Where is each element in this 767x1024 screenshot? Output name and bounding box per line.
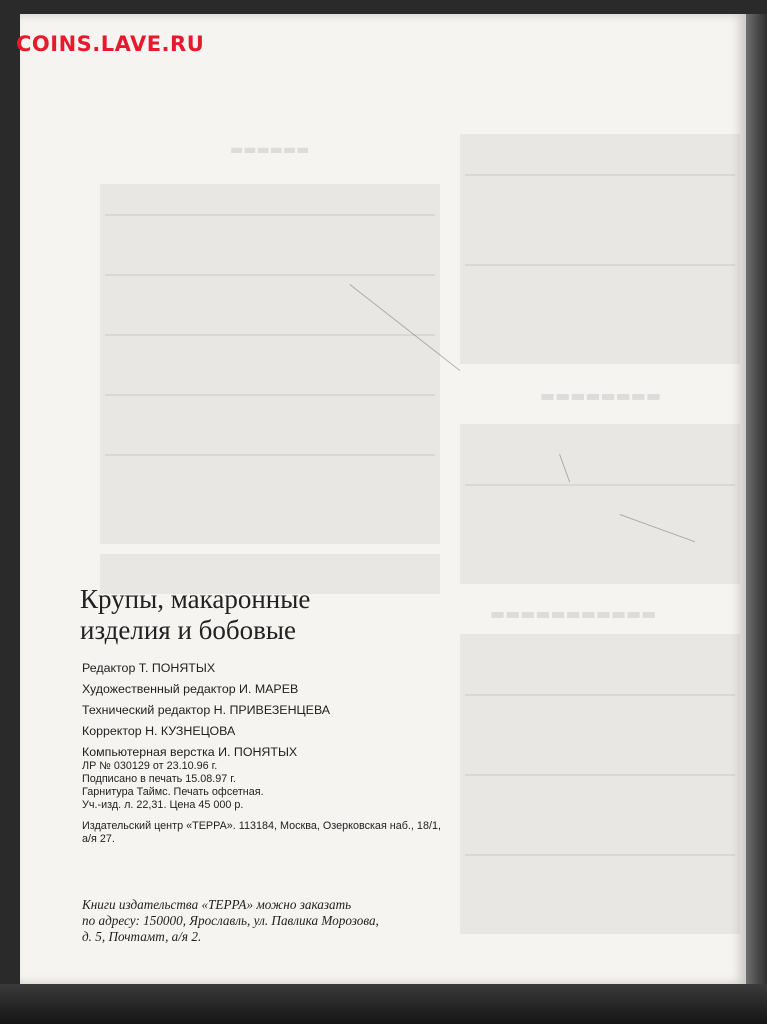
- note-line: д. 5, Почтамт, а/я 2.: [82, 929, 202, 944]
- show-through-heading: ▬▬▬▬▬▬▬▬▬▬▬: [490, 604, 657, 623]
- title-line: изделия и бобовые: [80, 615, 296, 645]
- imprint-line: Уч.-изд. л. 22,31. Цена 45 000 р.: [82, 799, 244, 811]
- note-line: Книги издательства «ТЕРРА» можно заказать: [82, 897, 352, 912]
- watermark-text: COINS.LAVE.RU: [16, 32, 205, 56]
- credit-line: Компьютерная верстка И. ПОНЯТЫХ: [82, 745, 298, 759]
- scan-bottom-edge: [0, 984, 767, 1024]
- credit-line: Корректор Н. КУЗНЕЦОВА: [82, 724, 236, 738]
- imprint-line: Гарнитура Таймс. Печать офсетная.: [82, 786, 264, 798]
- note-line: по адресу: 150000, Ярославль, ул. Павлика Морозова,: [82, 913, 379, 928]
- credits-list: [82, 658, 330, 763]
- show-through-heading: ▬▬▬▬▬▬▬▬: [540, 386, 661, 405]
- book-title: [80, 584, 440, 646]
- order-note: [82, 897, 379, 945]
- credit-line: Художественный редактор И. МАРЕВ: [82, 682, 299, 696]
- publisher-address: Издательский центр «ТЕРРА». 113184, Москва, Озерковская наб., 18/1, а/я 27.: [82, 820, 441, 845]
- book-spine-edge: [746, 14, 767, 1024]
- credit-line: Редактор Т. ПОНЯТЫХ: [82, 661, 216, 675]
- credit-line: Технический редактор Н. ПРИВЕЗЕНЦЕВА: [82, 703, 331, 717]
- show-through-heading: ▬▬▬▬▬▬: [230, 142, 310, 158]
- imprint-line: Подписано в печать 15.08.97 г.: [82, 773, 236, 785]
- title-line: Крупы, макаронные: [80, 584, 311, 614]
- imprint-line: ЛР № 030129 от 23.10.96 г.: [82, 760, 218, 772]
- imprint-block: [82, 760, 264, 812]
